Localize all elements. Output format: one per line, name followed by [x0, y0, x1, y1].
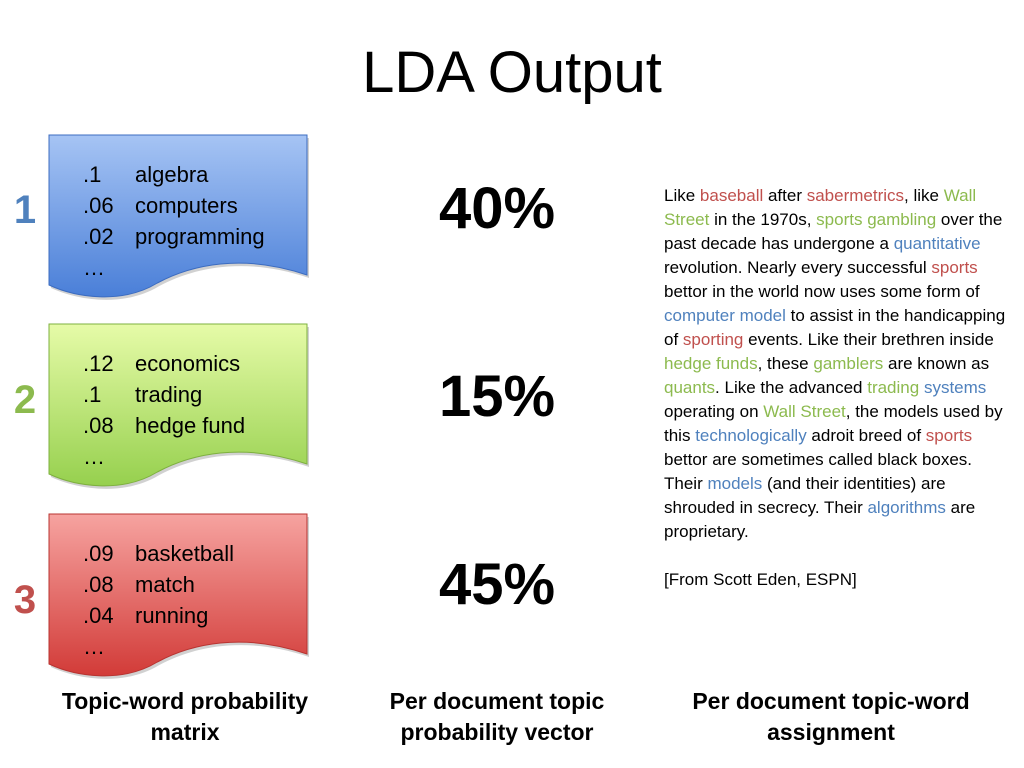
article-text-segment: revolution. Nearly every successful [664, 258, 932, 277]
topic-3-word-row [83, 600, 234, 631]
topic-word-red: sabermetrics [806, 186, 905, 205]
topic-2-word-row [83, 410, 245, 441]
word-term: economics [135, 351, 241, 376]
article-text-segment: adroit breed of [806, 426, 926, 445]
topic-3-word-row [83, 631, 234, 662]
topic-1-word-list [83, 159, 265, 283]
slide-title: LDA Output [362, 40, 662, 105]
topic-2-word-list [83, 348, 245, 472]
word-term: programming [135, 224, 265, 249]
topic-2-card [47, 322, 309, 494]
word-probability: .1 [83, 162, 102, 187]
article-text-segment: , like [904, 186, 944, 205]
topic-word-green: trading [867, 378, 920, 397]
topic-word-blue: algorithms [867, 498, 946, 517]
article-text-segment: in the 1970s, [709, 210, 817, 229]
topic-2-word-row [83, 379, 245, 410]
topic-3-percent: 45% [438, 552, 556, 617]
word-term: basketball [135, 541, 235, 566]
topic-3-card [47, 512, 309, 684]
article-body [664, 184, 1009, 544]
topic-word-blue: models [707, 474, 763, 493]
topic-1-word-row [83, 252, 265, 283]
topic-2-percent: 15% [438, 364, 556, 429]
word-term: match [135, 572, 195, 597]
topic-word-green: Wall Street [664, 186, 977, 229]
topic-1-number: 1 [13, 188, 37, 232]
article-text [664, 184, 1009, 592]
word-ellipsis: … [83, 444, 105, 469]
article-text-segment: after [763, 186, 807, 205]
word-term: running [135, 603, 209, 628]
word-term: trading [135, 382, 203, 407]
word-probability: .1 [83, 382, 102, 407]
article-text-segment: , these [757, 354, 814, 373]
article-source: [From Scott Eden, ESPN] [664, 570, 857, 589]
topic-1-word-row [83, 190, 265, 221]
topic-word-red: baseball [699, 186, 764, 205]
topic-word-green: gamblers [813, 354, 884, 373]
topic-word-blue: quantitative [893, 234, 981, 253]
topic-word-green: sports gambling [816, 210, 937, 229]
article-text-segment: . Like the advanced [715, 378, 868, 397]
topic-word-red: sporting [682, 330, 744, 349]
word-probability: .09 [83, 541, 114, 566]
topic-1-word-row [83, 221, 265, 252]
word-ellipsis: … [83, 634, 105, 659]
topic-word-blue: technologically [695, 426, 807, 445]
article-text-segment: are proprietary. [664, 498, 976, 541]
article-text-segment: bettor in the world now uses some form of [664, 282, 980, 301]
article-text-segment: operating on [664, 402, 764, 421]
article-text-segment: events. Like their brethren inside [743, 330, 994, 349]
word-term: algebra [135, 162, 209, 187]
caption-topic-vector: Per document topic probability vector [389, 688, 605, 745]
topic-word-blue: systems [923, 378, 987, 397]
word-probability: .12 [83, 351, 114, 376]
word-probability: .08 [83, 413, 114, 438]
topic-2-number: 2 [13, 378, 37, 422]
word-probability: .02 [83, 224, 114, 249]
word-term: computers [135, 193, 238, 218]
article-text-segment: bettor are sometimes called black boxes. Their [664, 450, 973, 493]
article-text-segment: (and their identities) are shrouded in secrecy. Their [664, 474, 946, 517]
article-text-segment: Like [664, 186, 700, 205]
topic-3-word-row [83, 569, 234, 600]
topic-word-green: quants [664, 378, 716, 397]
word-probability: .06 [83, 193, 114, 218]
caption-topic-word-matrix: Topic-word probability matrix [61, 688, 309, 745]
topic-word-red: sports [931, 258, 978, 277]
topic-3-word-row [83, 538, 234, 569]
caption-word-assignment: Per document topic-word assignment [692, 688, 970, 745]
topic-3-word-list [83, 538, 234, 662]
word-ellipsis: … [83, 255, 105, 280]
topic-word-red: sports [925, 426, 973, 445]
word-probability: .04 [83, 603, 114, 628]
topic-1-card [47, 133, 309, 305]
topic-3-number: 3 [13, 578, 37, 622]
word-term: hedge fund [135, 413, 246, 438]
article-text-segment: , the models used by this [664, 402, 1003, 445]
topic-word-green: Wall Street [763, 402, 846, 421]
topic-word-blue: computer model [664, 306, 786, 325]
article-text-segment: over the past decade has undergone a [664, 210, 1003, 253]
topic-1-word-row [83, 159, 265, 190]
topic-2-word-row [83, 348, 245, 379]
article-text-segment: are known as [883, 354, 990, 373]
topic-1-percent: 40% [438, 176, 556, 241]
article-text-segment: to assist in the handicapping of [664, 306, 1006, 349]
topic-2-word-row [83, 441, 245, 472]
word-probability: .08 [83, 572, 114, 597]
topic-word-green: hedge funds [664, 354, 758, 373]
